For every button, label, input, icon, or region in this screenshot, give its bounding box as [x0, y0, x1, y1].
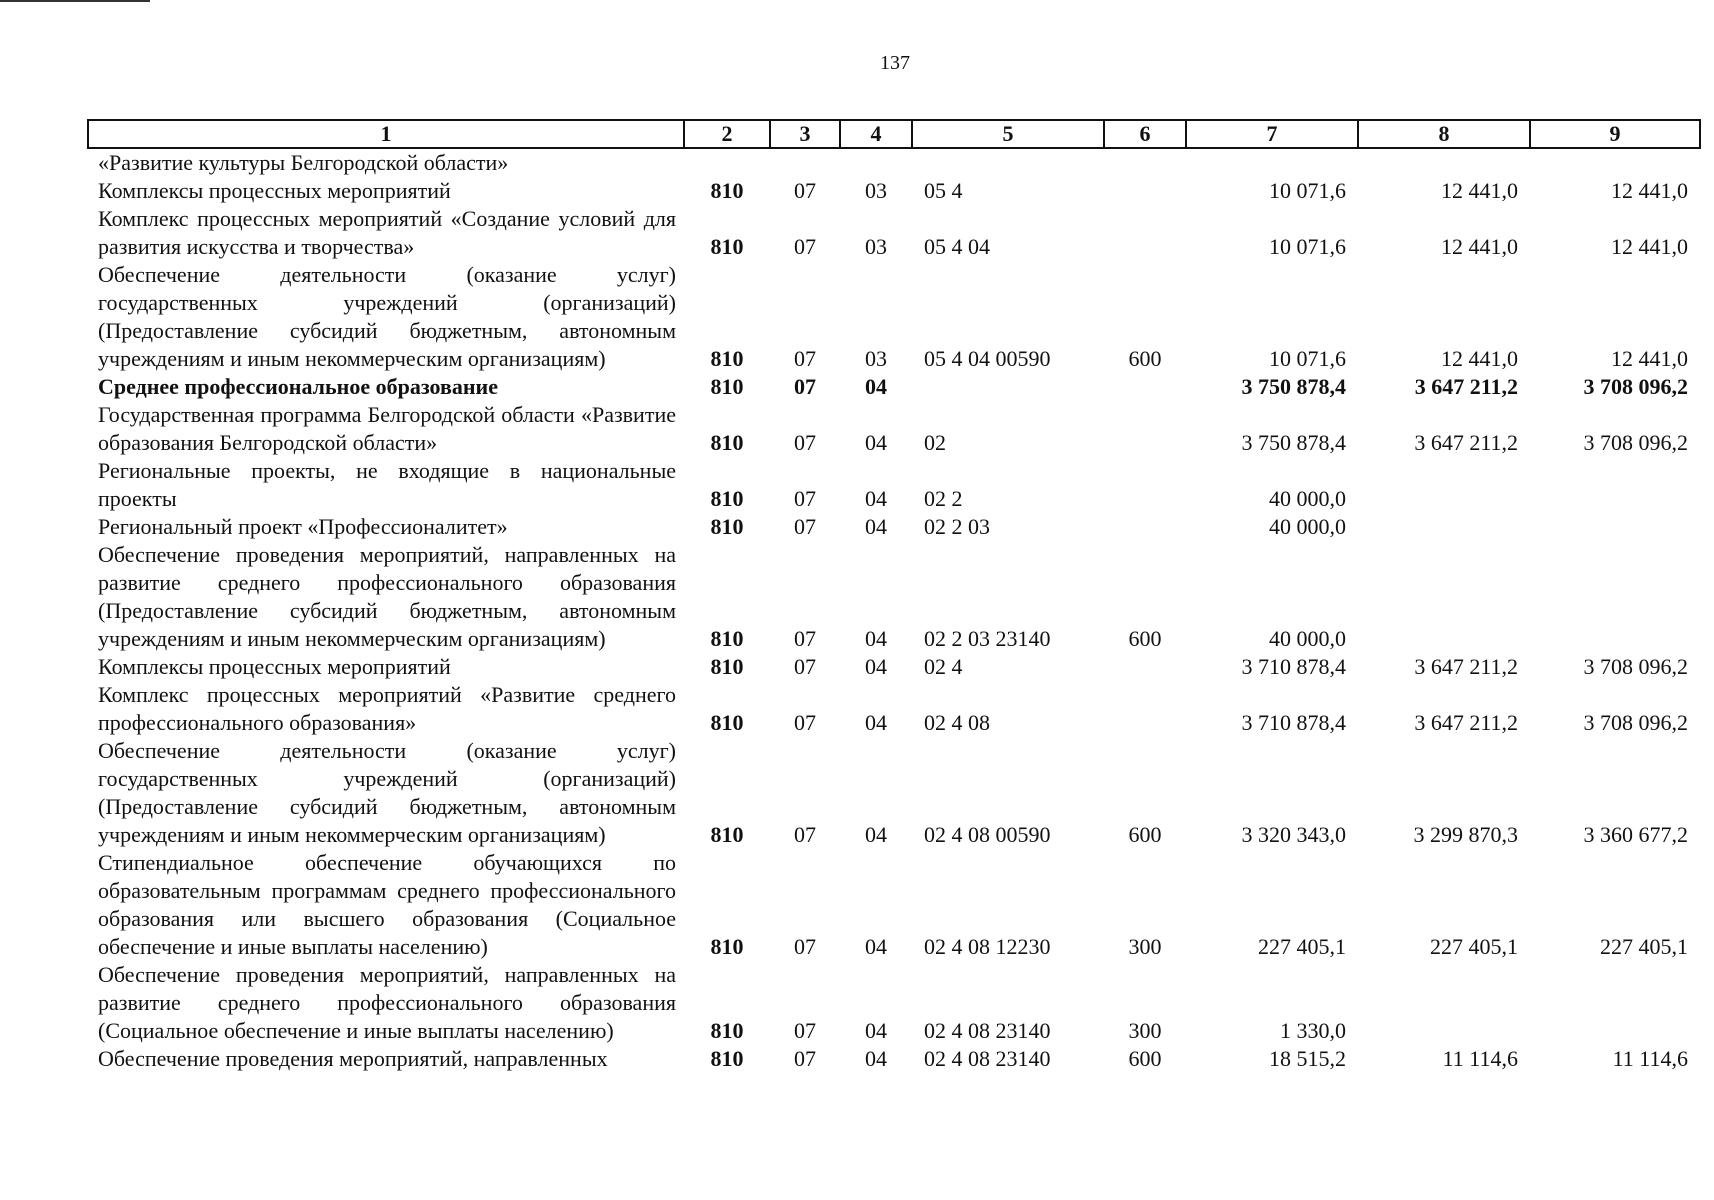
table-body [88, 148, 1700, 1073]
ministry-code [684, 148, 770, 177]
amount-year-3 [1530, 457, 1700, 513]
subsection-code: 04 [865, 626, 887, 651]
amount-year-3: 3 708 096,2 [1583, 374, 1688, 399]
target-article-code: 05 4 [924, 178, 963, 203]
amount-year-3 [1530, 541, 1700, 653]
subsection-code: 04 [865, 654, 887, 679]
amount-year-1: 10 071,6 [1269, 346, 1346, 371]
section-code: 07 [794, 654, 816, 679]
table-row [88, 653, 1700, 681]
amount-year-3: 3 708 096,2 [1583, 430, 1688, 455]
amount-year-1 [1186, 148, 1358, 177]
amount-year-1: 10 071,6 [1269, 178, 1346, 203]
target-article-code [912, 148, 1104, 177]
expense-type-code [1104, 653, 1186, 681]
column-header-4: 4 [840, 120, 912, 148]
target-article-code: 02 2 03 [924, 514, 990, 539]
amount-year-2 [1358, 148, 1530, 177]
column-header-1: 1 [88, 120, 684, 148]
ministry-code: 810 [710, 1046, 744, 1071]
subsection-code: 04 [865, 430, 887, 455]
expense-type-code [1104, 373, 1186, 401]
ministry-code: 810 [710, 346, 744, 371]
amount-year-1: 40 000,0 [1269, 626, 1346, 651]
item-name: Обеспечение деятельности (оказание услуг) государственных учреждений (организаций) (Предоставление субсидий бюджетным, автономным учреждениям и иным некоммерческим организациям) [98, 738, 676, 847]
amount-year-2: 3 647 211,2 [1414, 710, 1518, 735]
amount-year-1: 40 000,0 [1269, 514, 1346, 539]
expense-type-code [1104, 205, 1186, 261]
amount-year-2: 3 647 211,2 [1414, 374, 1518, 399]
target-article-code [912, 373, 1104, 401]
ministry-code: 810 [710, 654, 744, 679]
subsection-code: 04 [865, 710, 887, 735]
amount-year-2: 227 405,1 [1430, 934, 1518, 959]
ministry-code: 810 [710, 486, 744, 511]
amount-year-2: 3 647 211,2 [1414, 654, 1518, 679]
amount-year-2: 12 441,0 [1441, 346, 1518, 371]
subsection-code: 04 [865, 374, 887, 399]
column-header-6: 6 [1104, 120, 1186, 148]
subsection-code: 03 [865, 234, 887, 259]
item-name: Среднее профессиональное образование [98, 374, 498, 399]
table-row [88, 261, 1700, 373]
item-name: Комплексы процессных мероприятий [98, 654, 451, 679]
amount-year-2: 3 647 211,2 [1414, 430, 1518, 455]
amount-year-2: 12 441,0 [1441, 234, 1518, 259]
expense-type-code [1104, 401, 1186, 457]
table-row [88, 737, 1700, 849]
table-row [88, 401, 1700, 457]
column-header-7: 7 [1186, 120, 1358, 148]
subsection-code [840, 148, 912, 177]
table-row [88, 373, 1700, 401]
scan-edge-mark [0, 0, 150, 2]
expense-type-code [1104, 513, 1186, 541]
item-name: Комплекс процессных мероприятий «Развитие среднего профессионального образования» [98, 682, 676, 735]
amount-year-1: 1 330,0 [1280, 1018, 1346, 1043]
section-code: 07 [794, 514, 816, 539]
amount-year-3: 227 405,1 [1600, 934, 1688, 959]
amount-year-1: 18 515,2 [1269, 1046, 1346, 1071]
expense-type-code: 300 [1128, 1018, 1162, 1043]
amount-year-2: 12 441,0 [1441, 178, 1518, 203]
table-row [88, 457, 1700, 513]
table-row [88, 205, 1700, 261]
section-code: 07 [794, 626, 816, 651]
amount-year-2 [1358, 961, 1530, 1045]
section-code: 07 [794, 234, 816, 259]
target-article-code: 05 4 04 [924, 234, 990, 259]
amount-year-2 [1358, 457, 1530, 513]
amount-year-1: 3 320 343,0 [1241, 822, 1346, 847]
table-header [88, 120, 1700, 148]
amount-year-2: 3 299 870,3 [1413, 822, 1518, 847]
table-row [88, 148, 1700, 177]
ministry-code: 810 [710, 430, 744, 455]
amount-year-1: 227 405,1 [1258, 934, 1346, 959]
section-code: 07 [794, 1018, 816, 1043]
expense-type-code: 300 [1128, 934, 1162, 959]
subsection-code: 04 [865, 486, 887, 511]
item-name: Обеспечение деятельности (оказание услуг) государственных учреждений (организаций) (Предоставление субсидий бюджетным, автономным учреждениям и иным некоммерческим организациям) [98, 262, 676, 371]
ministry-code: 810 [710, 710, 744, 735]
ministry-code: 810 [710, 234, 744, 259]
amount-year-1: 3 750 878,4 [1241, 374, 1346, 399]
section-code: 07 [794, 486, 816, 511]
amount-year-3: 11 114,6 [1612, 1046, 1688, 1071]
target-article-code: 02 4 [924, 654, 963, 679]
subsection-code: 04 [865, 1046, 887, 1071]
table-row [88, 849, 1700, 961]
table-row [88, 1045, 1700, 1073]
item-name: Обеспечение проведения мероприятий, направленных на развитие среднего профессионального образования (Социальное обеспечение и иные выплаты населению) [98, 962, 676, 1043]
expense-type-code: 600 [1128, 1046, 1162, 1071]
item-name: «Развитие культуры Белгородской области» [98, 150, 509, 175]
table-row [88, 513, 1700, 541]
item-name: Комплексы процессных мероприятий [98, 178, 451, 203]
amount-year-3 [1530, 961, 1700, 1045]
amount-year-1: 40 000,0 [1269, 486, 1346, 511]
target-article-code: 02 2 [924, 486, 963, 511]
subsection-code: 04 [865, 934, 887, 959]
item-name: Обеспечение проведения мероприятий, направленных [98, 1046, 608, 1071]
section-code [770, 148, 840, 177]
ministry-code: 810 [710, 374, 744, 399]
item-name: Региональные проекты, не входящие в национальные проекты [98, 458, 676, 511]
target-article-code: 02 4 08 [924, 710, 990, 735]
table-row [88, 961, 1700, 1045]
ministry-code: 810 [710, 178, 744, 203]
section-code: 07 [794, 346, 816, 371]
amount-year-3: 12 441,0 [1611, 346, 1688, 371]
expense-type-code [1104, 177, 1186, 205]
subsection-code: 04 [865, 514, 887, 539]
item-name: Стипендиальное обеспечение обучающихся по образовательным программам среднего профессионального образования или высшего образования (Социальное обеспечение и иные выплаты населению) [98, 850, 676, 959]
target-article-code: 02 4 08 12230 [924, 934, 1051, 959]
ministry-code: 810 [710, 626, 744, 651]
expense-type-code: 600 [1128, 822, 1162, 847]
section-code: 07 [794, 710, 816, 735]
table-row [88, 177, 1700, 205]
amount-year-3: 12 441,0 [1611, 178, 1688, 203]
amount-year-2 [1358, 541, 1530, 653]
target-article-code: 02 [924, 430, 946, 455]
expense-type-code [1104, 148, 1186, 177]
item-name: Комплекс процессных мероприятий «Создание условий для развития искусства и творчества» [98, 206, 676, 259]
section-code: 07 [794, 178, 816, 203]
header-row [88, 120, 1700, 148]
ministry-code: 810 [710, 514, 744, 539]
section-code: 07 [794, 430, 816, 455]
amount-year-2: 11 114,6 [1442, 1046, 1518, 1071]
amount-year-1: 3 710 878,4 [1241, 710, 1346, 735]
target-article-code: 02 4 08 00590 [924, 822, 1051, 847]
target-article-code: 02 4 08 23140 [924, 1046, 1051, 1071]
column-header-8: 8 [1358, 120, 1530, 148]
amount-year-3 [1530, 513, 1700, 541]
column-header-9: 9 [1530, 120, 1700, 148]
item-name: Обеспечение проведения мероприятий, направленных на развитие среднего профессионального образования (Предоставление субсидий бюджетным, автономным учреждениям и иным некоммерческим организациям) [98, 542, 676, 651]
ministry-code: 810 [710, 1018, 744, 1043]
amount-year-3: 3 708 096,2 [1583, 710, 1688, 735]
expense-type-code [1104, 681, 1186, 737]
table-row [88, 681, 1700, 737]
expense-type-code [1104, 457, 1186, 513]
expense-type-code: 600 [1128, 626, 1162, 651]
target-article-code: 02 2 03 23140 [924, 626, 1051, 651]
subsection-code: 04 [865, 1018, 887, 1043]
table-row [88, 541, 1700, 653]
section-code: 07 [794, 934, 816, 959]
page-number: 137 [880, 52, 910, 74]
amount-year-3: 12 441,0 [1611, 234, 1688, 259]
section-code: 07 [794, 1046, 816, 1071]
ministry-code: 810 [710, 934, 744, 959]
column-header-5: 5 [912, 120, 1104, 148]
subsection-code: 04 [865, 822, 887, 847]
subsection-code: 03 [865, 178, 887, 203]
target-article-code: 02 4 08 23140 [924, 1018, 1051, 1043]
target-article-code: 05 4 04 00590 [924, 346, 1051, 371]
item-name: Государственная программа Белгородской области «Развитие образования Белгородской области» [98, 402, 676, 455]
section-code: 07 [794, 822, 816, 847]
amount-year-1: 3 750 878,4 [1241, 430, 1346, 455]
subsection-code: 03 [865, 346, 887, 371]
amount-year-3 [1530, 148, 1700, 177]
amount-year-2 [1358, 513, 1530, 541]
budget-table [87, 119, 1701, 1073]
ministry-code: 810 [710, 822, 744, 847]
amount-year-1: 3 710 878,4 [1241, 654, 1346, 679]
amount-year-3: 3 360 677,2 [1583, 822, 1688, 847]
section-code: 07 [794, 374, 816, 399]
amount-year-1: 10 071,6 [1269, 234, 1346, 259]
expense-type-code: 600 [1128, 346, 1162, 371]
item-name: Региональный проект «Профессионалитет» [98, 514, 508, 539]
column-header-2: 2 [684, 120, 770, 148]
column-header-3: 3 [770, 120, 840, 148]
amount-year-3: 3 708 096,2 [1583, 654, 1688, 679]
